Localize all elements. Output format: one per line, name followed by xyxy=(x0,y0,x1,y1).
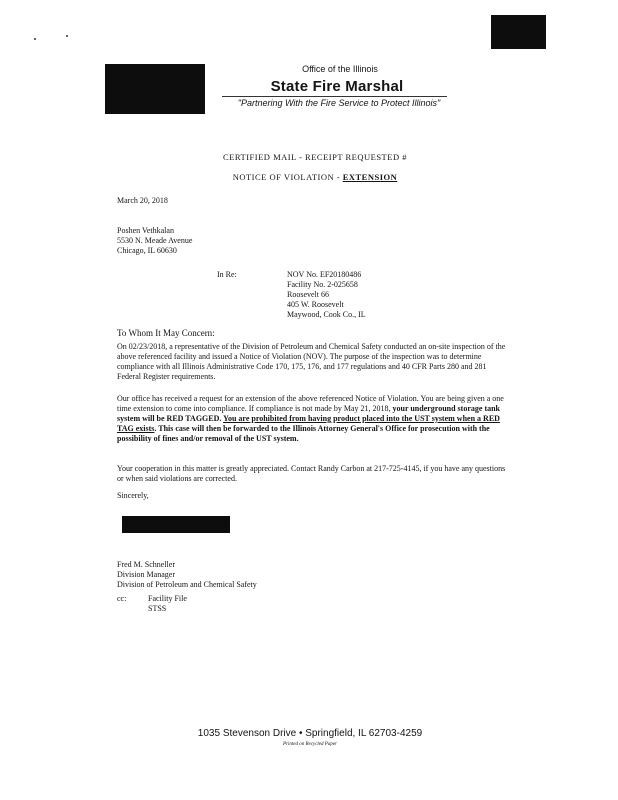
agency-seal-logo xyxy=(105,64,205,114)
recipient-address xyxy=(117,226,192,256)
signatory-title: Division Manager xyxy=(117,570,175,579)
notice-title-prefix: NOTICE OF VIOLATION - xyxy=(232,172,343,182)
cc-item: Facility File xyxy=(148,594,187,603)
paragraph-extension xyxy=(117,394,507,444)
in-re-line: NOV No. EF20180486 xyxy=(287,270,362,279)
paragraph-inspection: On 02/23/2018, a representative of the Division of Petroleum and Chemical Safety conducted an on-site inspection of the above referenced facility and issued a Notice of Violation (NOV). The purpose of the inspection was to determine compliance with all Illinois Administrative Code 170, 175, 176, and 177 regulations and 40 CFR Parts 280 and 281 Federal Register requirements. xyxy=(117,342,506,381)
cc-list xyxy=(148,594,187,614)
redaction-box xyxy=(491,15,546,49)
in-re-label: In Re: xyxy=(217,270,237,279)
red-tag-warning: your underground storage tank system will be RED TAGGED. xyxy=(117,404,500,423)
certified-mail-line: CERTIFIED MAIL - RECEIPT REQUESTED # xyxy=(223,152,407,162)
extension-text: Our office has received a request for an extension of the above referenced Notice of Violation. You are being given a one time extension to come into compliance. If compliance is not made by May 21, 2018, xyxy=(117,394,504,413)
in-re-line: 405 W. Roosevelt xyxy=(287,300,344,309)
prohibition-notice: You are prohibited from having product placed into the UST system when a RED TAG exists xyxy=(117,414,500,433)
cc-label: cc: xyxy=(117,594,127,603)
prosecution-notice: . This case will then be forwarded to the Illinois Attorney General's Office for prosecution with the possibility of fines and/or removal of the UST system. xyxy=(117,424,490,443)
address-line: Chicago, IL 60630 xyxy=(117,246,177,255)
notice-title xyxy=(150,172,480,182)
header-office: Office of the Illinois xyxy=(302,64,378,74)
signature-redaction xyxy=(122,516,230,533)
scan-speck xyxy=(66,35,68,37)
letter-date: March 20, 2018 xyxy=(117,196,168,205)
in-re-block xyxy=(287,270,366,320)
closing: Sincerely, xyxy=(117,491,149,500)
signatory-name: Fred M. Schneller xyxy=(117,560,175,569)
address-line: Poshen Vethkalan xyxy=(117,226,174,235)
footer-note: Printed on Recycled Paper xyxy=(282,742,337,747)
address-line: 5530 N. Meade Avenue xyxy=(117,236,193,245)
signatory-division: Division of Petroleum and Chemical Safety xyxy=(117,580,257,589)
footer-address: 1035 Stevenson Drive • Springfield, IL 62703-4259 xyxy=(197,728,423,739)
paragraph-contact: Your cooperation in this matter is greatly appreciated. Contact Randy Carbon at 217-725-4145, if you have any questions or when said violations are corrected. xyxy=(117,464,506,483)
signatory-block xyxy=(117,560,257,590)
in-re-line: Roosevelt 66 xyxy=(287,290,329,299)
notice-title-emphasis: EXTENSION xyxy=(342,172,398,182)
scan-speck xyxy=(34,38,36,40)
salutation: To Whom It May Concern: xyxy=(117,328,215,338)
in-re-line: Facility No. 2-025658 xyxy=(287,280,358,289)
in-re-line: Maywood, Cook Co., IL xyxy=(287,310,366,319)
cc-item: STSS xyxy=(148,604,167,613)
header-rule xyxy=(222,96,447,97)
header-agency: State Fire Marshal xyxy=(270,78,404,95)
header-tagline: "Partnering With the Fire Service to Protect Illinois" xyxy=(237,98,441,108)
